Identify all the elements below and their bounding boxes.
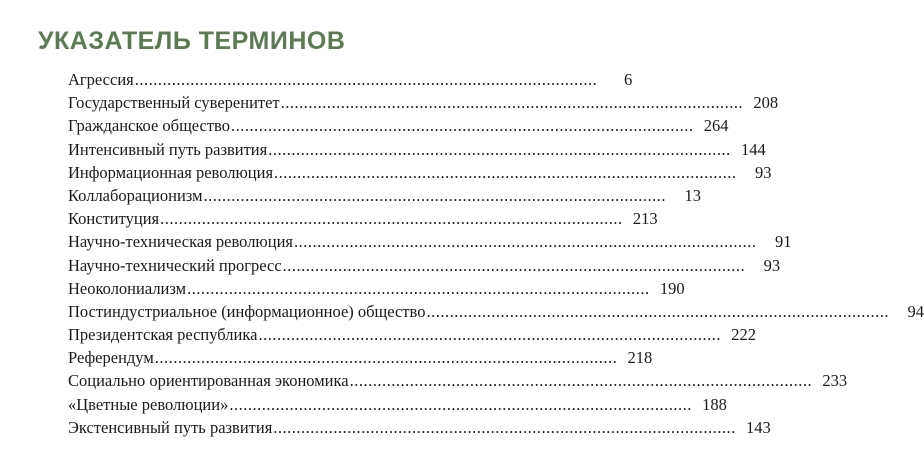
list-item[interactable]: [68, 417, 771, 443]
list-item[interactable]: [68, 116, 729, 141]
entry-term: Социально ориентированная экономика: [68, 371, 349, 391]
entry-leader: ....................................................................................................: [294, 232, 757, 252]
entry-leader: ....................................................................................................: [187, 278, 650, 298]
entry-leader: ....................................................................................................: [160, 209, 623, 229]
entry-page: 93: [755, 162, 772, 182]
entry-term: Научно-техническая революция: [68, 232, 294, 252]
entry-term: Государственный суверенитет: [68, 93, 280, 113]
entry-leader: ....................................................................................................: [426, 301, 889, 321]
entry-leader: ....................................................................................................: [273, 417, 736, 437]
entry-leader: ....................................................................................................: [280, 93, 744, 113]
entry-page: 13: [684, 185, 702, 205]
list-item[interactable]: [68, 93, 779, 118]
entry-page: 188: [702, 394, 727, 414]
entry-term: Информационная революция: [68, 162, 274, 182]
list-item[interactable]: [68, 139, 766, 165]
entry-term: Научно-технический прогресс: [68, 255, 282, 275]
list-item[interactable]: [68, 348, 653, 373]
entry-page: 91: [775, 232, 792, 252]
entry-term: Интенсивный путь развития: [68, 139, 268, 159]
entry-term: Конституция: [68, 209, 160, 229]
entry-leader: ....................................................................................................: [349, 371, 813, 391]
entry-leader: ....................................................................................................: [229, 394, 692, 414]
entry-term: Экстенсивный путь развития: [68, 417, 273, 437]
entry-page: 264: [703, 116, 729, 136]
entry-page: 93: [763, 255, 781, 275]
list-item[interactable]: [68, 278, 685, 304]
entry-page: 218: [627, 348, 653, 368]
term-index-list: [68, 70, 924, 443]
entry-leader: ....................................................................................................: [154, 348, 618, 368]
entry-term: «Цветные революции»: [68, 394, 229, 414]
list-item[interactable]: [68, 185, 702, 211]
entry-leader: ....................................................................................................: [258, 325, 721, 345]
entry-leader: ....................................................................................................: [134, 70, 598, 89]
list-item[interactable]: [68, 325, 756, 350]
entry-leader: ....................................................................................................: [230, 116, 694, 136]
entry-page: 208: [753, 93, 779, 113]
list-item[interactable]: [68, 70, 633, 95]
entry-term: Неоколониализм: [68, 278, 187, 298]
entry-term: Президентская республика: [68, 325, 258, 345]
list-item[interactable]: [68, 371, 848, 396]
entry-page: 222: [731, 325, 756, 345]
entry-leader: ....................................................................................................: [282, 255, 746, 275]
list-item[interactable]: [68, 255, 781, 281]
entry-term: Гражданское общество: [68, 116, 230, 136]
entry-page: 213: [632, 209, 658, 229]
page-title: УКАЗАТЕЛЬ ТЕРМИНОВ: [38, 27, 346, 55]
entry-term: Референдум: [68, 348, 154, 368]
list-item[interactable]: [68, 301, 924, 327]
list-item[interactable]: [68, 394, 727, 420]
entry-term: Коллаборационизм: [68, 185, 203, 205]
entry-page: 94: [907, 301, 924, 321]
entry-leader: ....................................................................................................: [203, 185, 667, 205]
list-item[interactable]: [68, 162, 772, 188]
entry-leader: ....................................................................................................: [274, 162, 737, 182]
entry-term: Агрессия: [68, 70, 134, 89]
list-item[interactable]: [68, 209, 658, 234]
entry-page: 143: [746, 417, 771, 437]
entry-page: 190: [659, 278, 685, 298]
list-item[interactable]: [68, 232, 792, 257]
entry-page: 144: [740, 139, 766, 159]
entry-term: Постиндустриальное (информационное) общество: [68, 301, 426, 321]
entry-page: 233: [822, 371, 848, 391]
entry-leader: ....................................................................................................: [268, 139, 731, 159]
entry-page: 6: [623, 70, 633, 89]
